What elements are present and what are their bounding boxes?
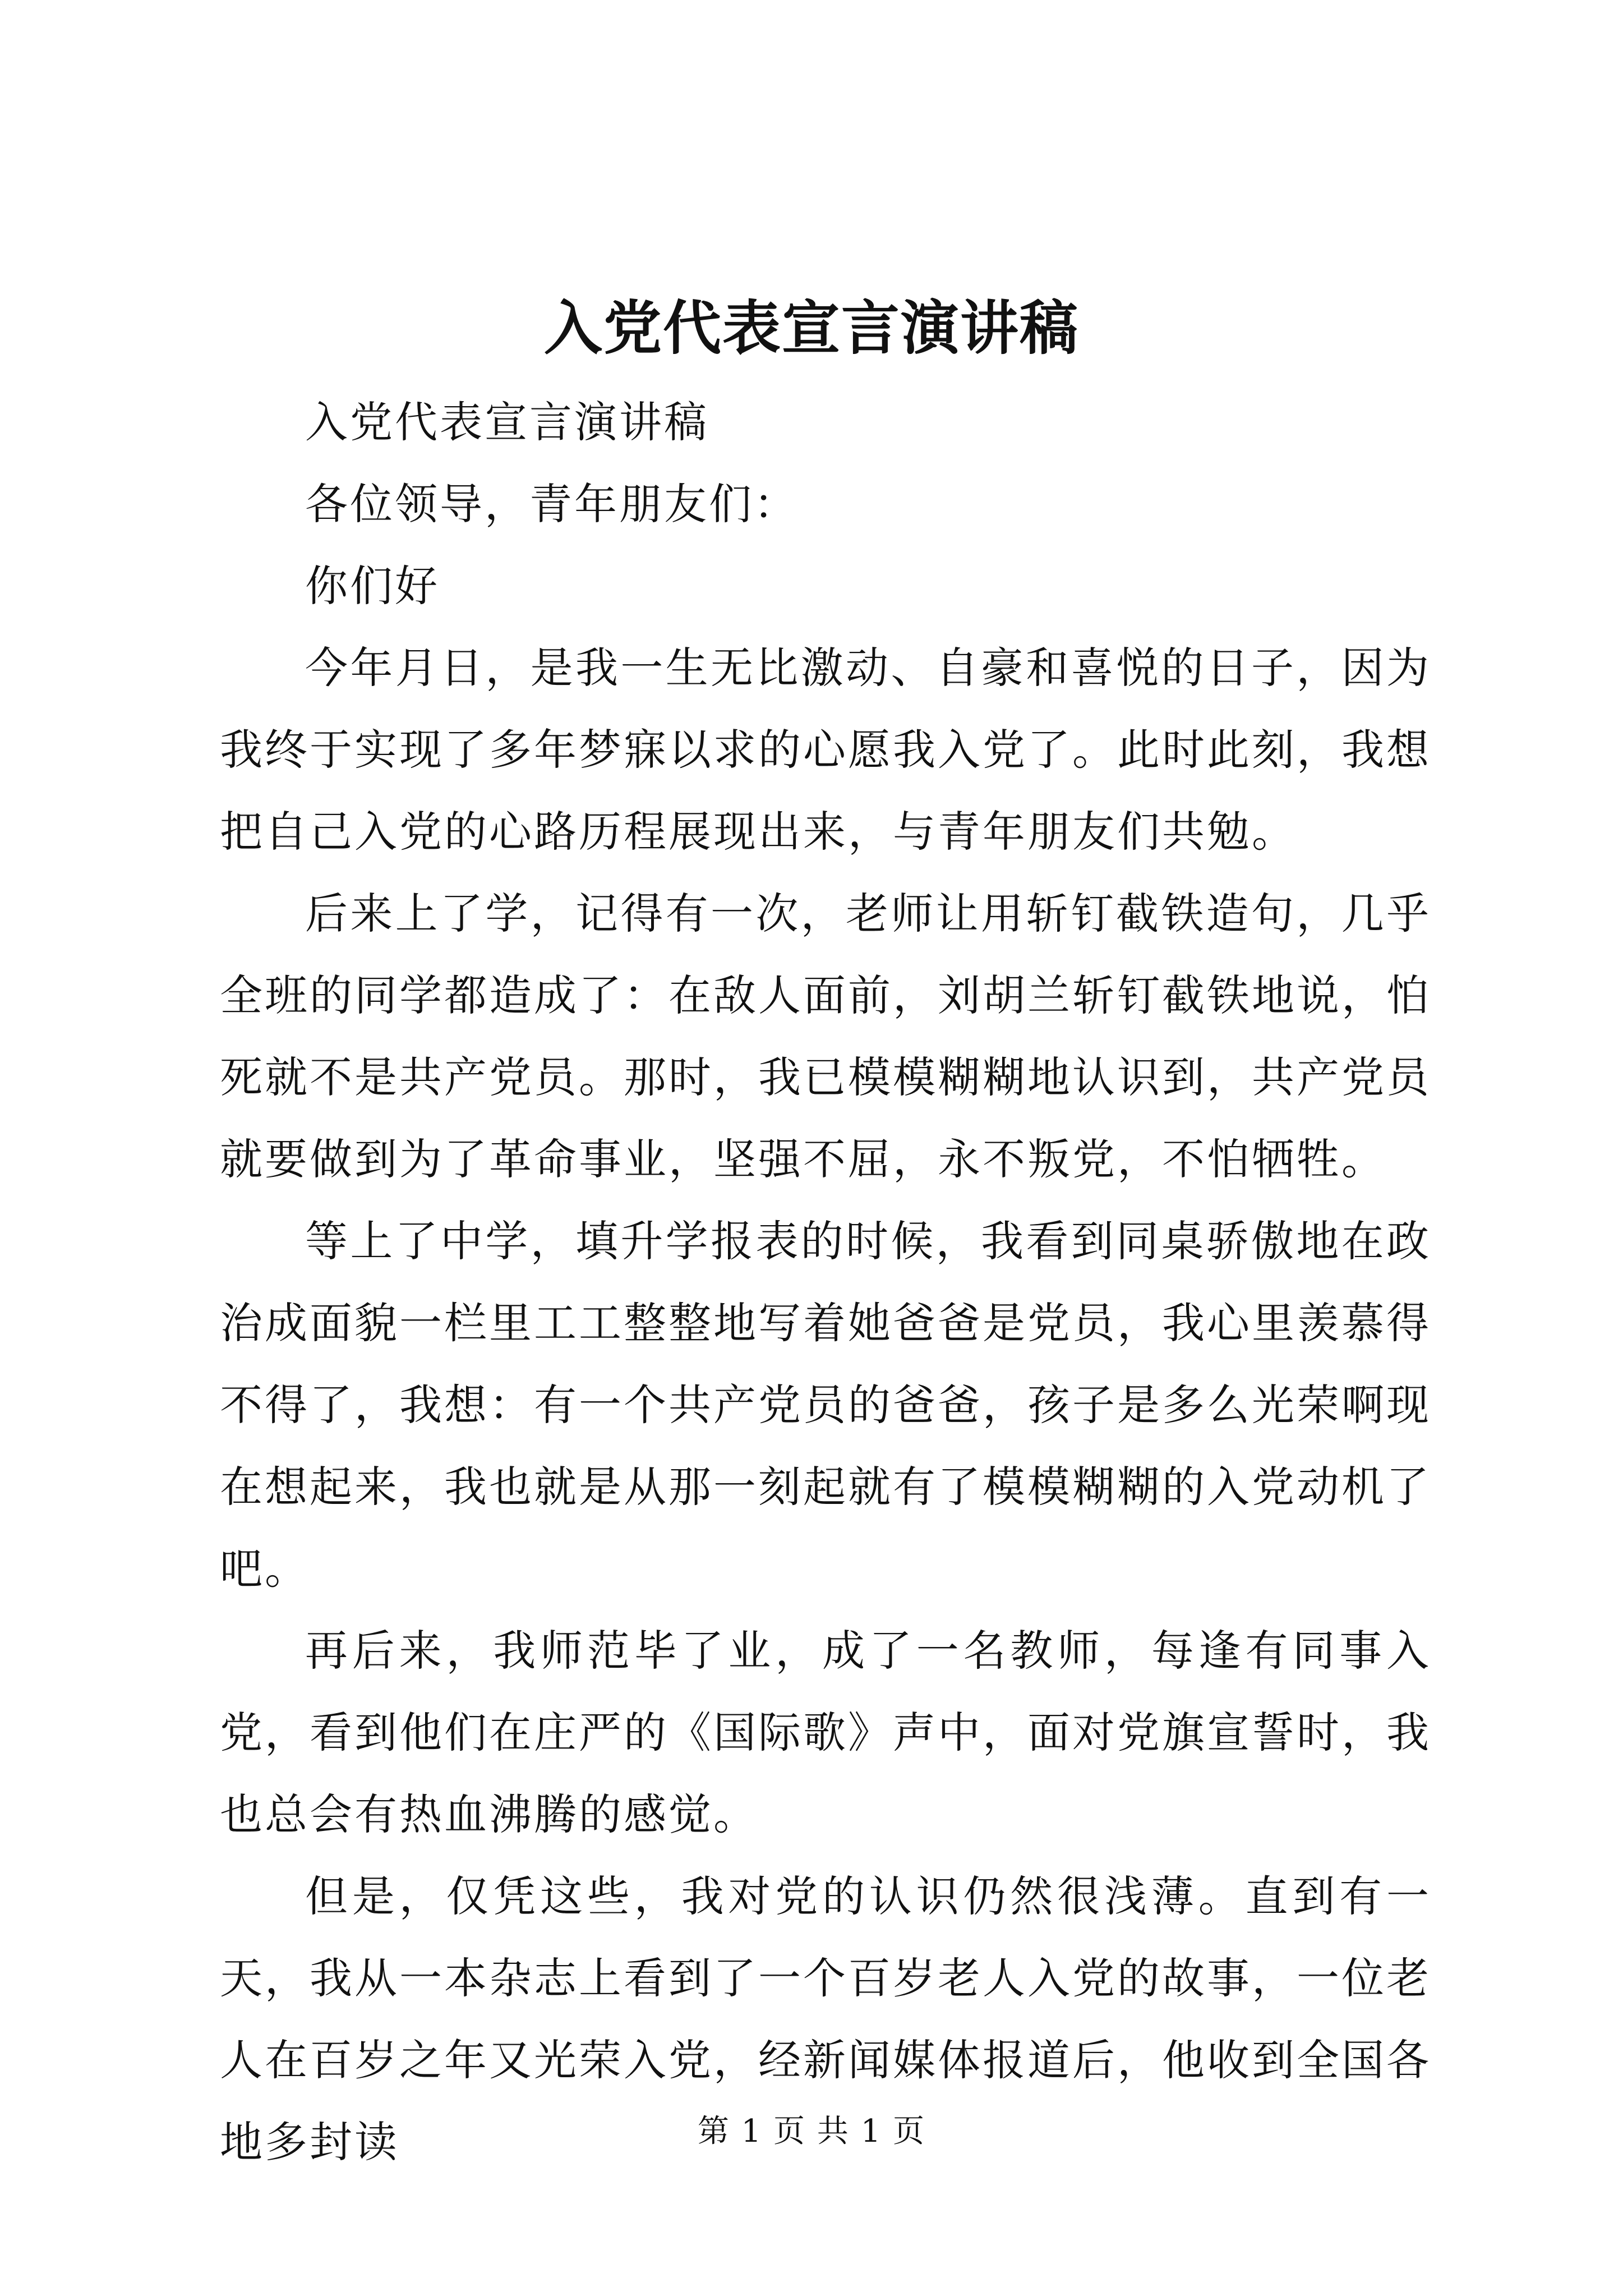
paragraph-teacher: 再后来，我师范毕了业，成了一名教师，每逢有同事入党，看到他们在庄严的《国际歌》声中，面对党旗宣誓时，我也总会有热血沸腾的感觉。 [220, 1626, 1431, 1839]
paragraph-story: 但是，仅凭这些，我对党的认识仍然很浅薄。直到有一天，我从一本杂志上看到了一个百岁老人入党的故事，一位老人在百岁之年又光荣入党，经新闻媒体报道后，他收到全国各地多封读 [220, 1871, 1431, 2167]
paragraph-heading: 入党代表宣言演讲稿 [305, 397, 709, 447]
paragraph-greeting: 你们好 [305, 561, 440, 611]
document-body [220, 381, 1431, 2183]
paragraph-intro: 今年月日，是我一生无比激动、自豪和喜悦的日子，因为我终于实现了多年梦寐以求的心愿我入党了。此时此刻，我想把自己入党的心路历程展现出来，与青年朋友们共勉。 [220, 643, 1431, 857]
paragraph-school: 后来上了学，记得有一次，老师让用斩钉截铁造句，几乎全班的同学都造成了：在敌人面前，刘胡兰斩钉截铁地说，怕死就不是共产党员。那时，我已模模糊糊地认识到，共产党员就要做到为了革命事业，坚强不屈，永不叛党，不怕牺牲。 [220, 889, 1431, 1184]
document-title: 入党代表宣言演讲稿 [543, 293, 1079, 362]
paragraph-middle-school: 等上了中学，填升学报表的时候，我看到同桌骄傲地在政治成面貌一栏里工工整整地写着她爸爸是党员，我心里羡慕得不得了，我想：有一个共产党员的爸爸，孩子是多么光荣啊现在想起来，我也就是从那一刻起就有了模模糊糊的入党动机了吧。 [220, 1216, 1431, 1594]
paragraph-salutation: 各位领导，青年朋友们： [305, 479, 799, 529]
page-number-footer: 第 1 页 共 1 页 [697, 2113, 926, 2150]
